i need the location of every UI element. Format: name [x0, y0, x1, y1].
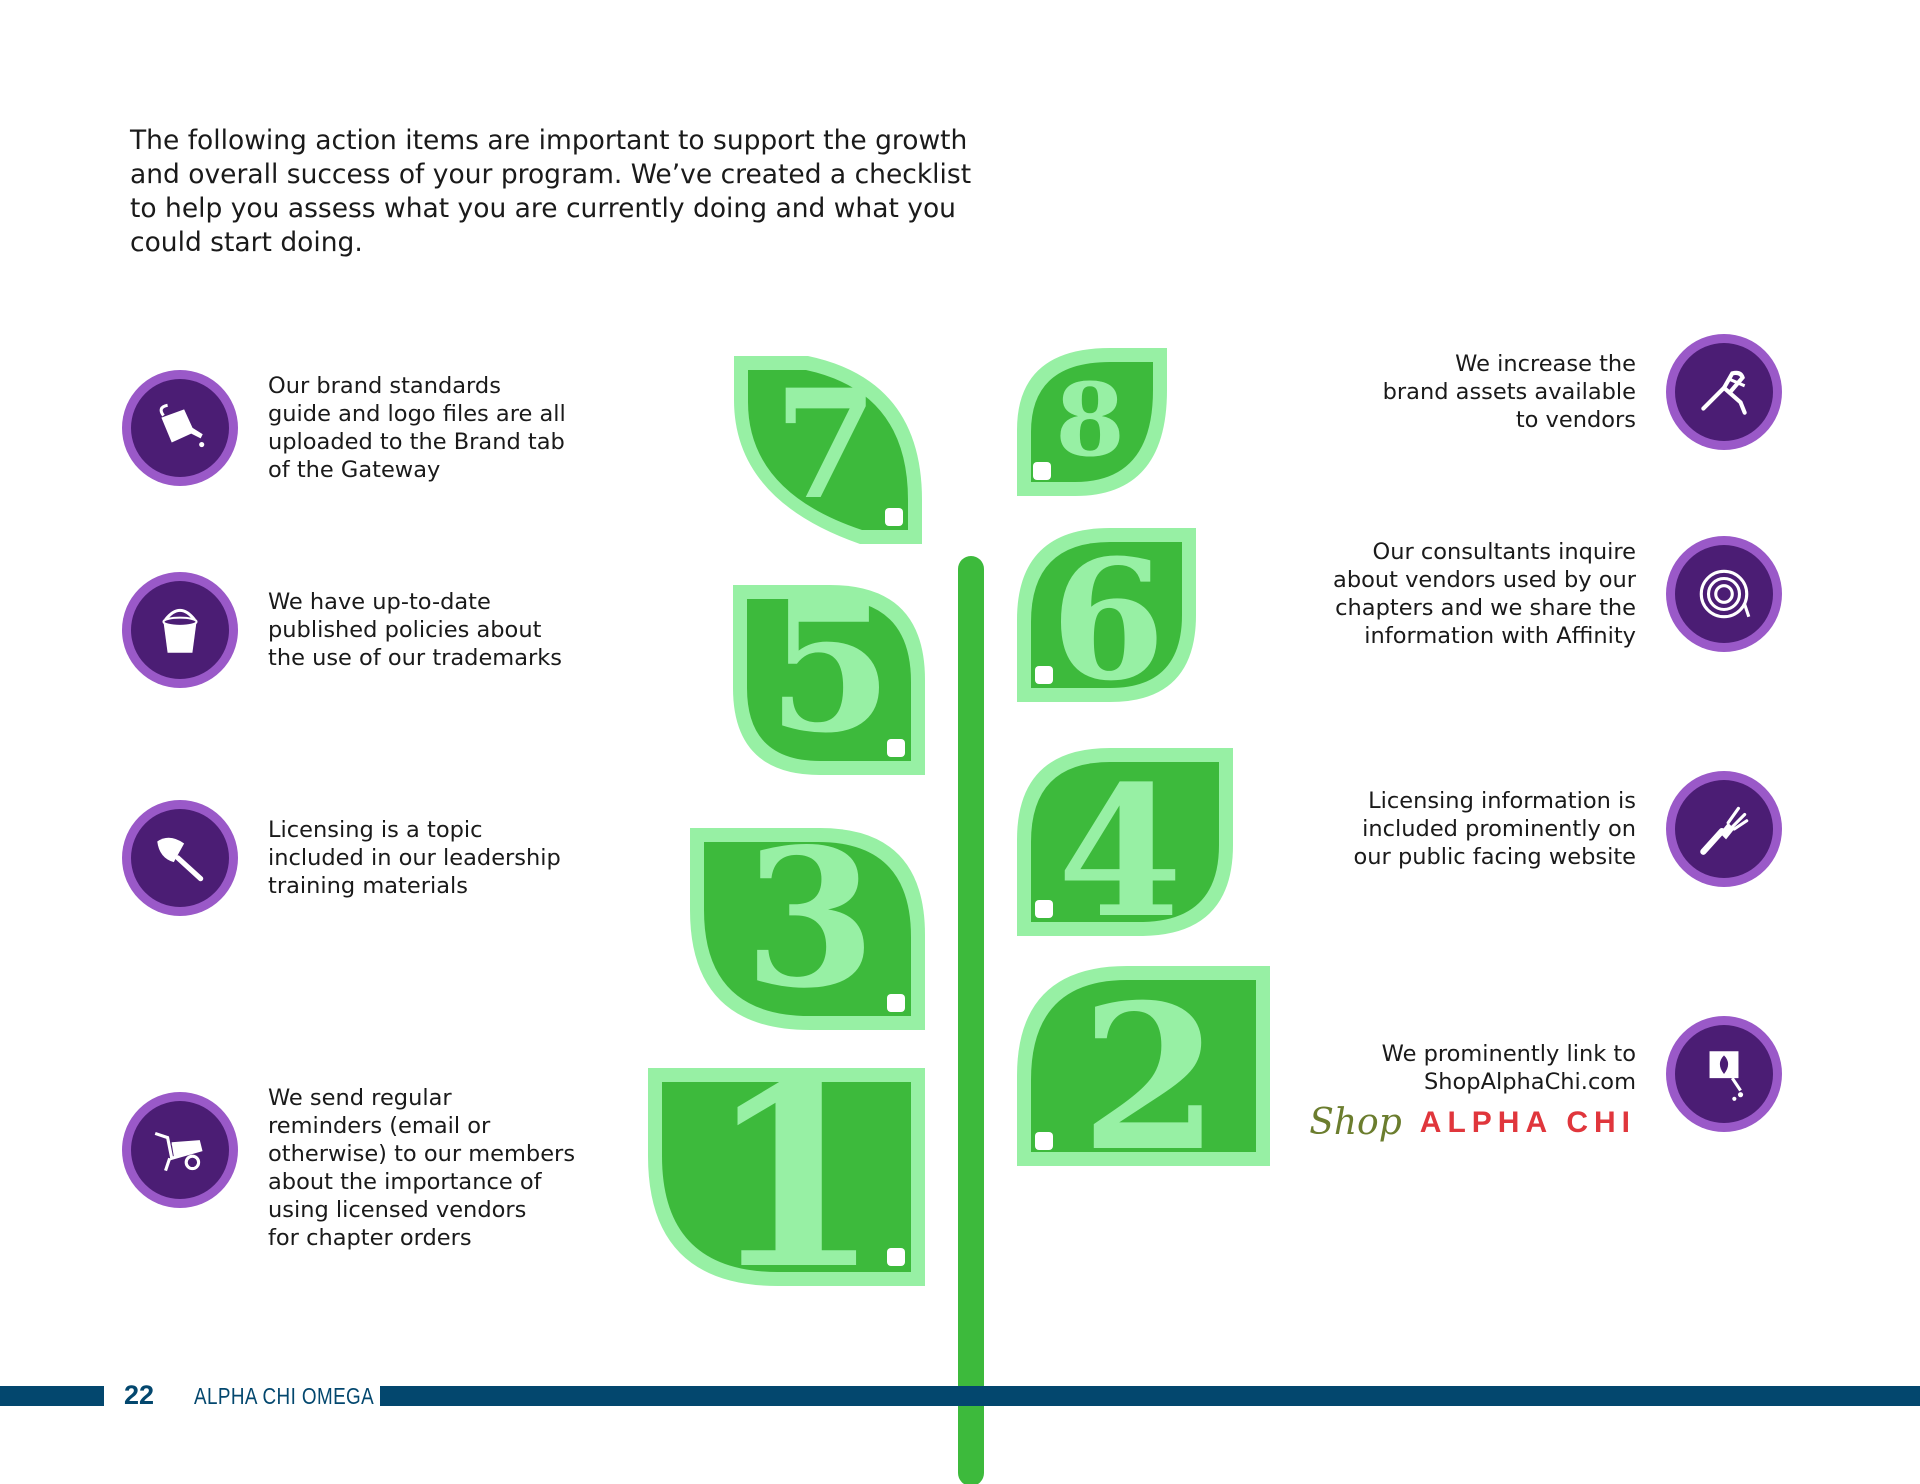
shop-alpha-chi-logo[interactable]: [1309, 1102, 1636, 1143]
leaf-4: [1017, 747, 1233, 958]
leaf-2: [1017, 961, 1270, 1196]
seed-packet-icon: [1666, 1016, 1782, 1132]
checklist-item-5: [122, 572, 562, 688]
checklist-text-2: We prominently link to ShopAlphaChi.com: [1381, 1041, 1636, 1095]
checklist-item-2: [1309, 1016, 1782, 1143]
shop-logo-brand: ALPHA CHI: [1419, 1105, 1636, 1139]
checklist-text-6: Our consultants inquire about vendors used by our chapters and we share the information with Affinity: [1333, 539, 1636, 649]
checklist-item-3: [122, 800, 561, 916]
trowel-icon: [122, 800, 238, 916]
garden-hose-icon: [1666, 536, 1782, 652]
page-number: 22: [124, 1380, 155, 1410]
checklist-item-4: [1354, 771, 1782, 887]
checklist-item-8: [1383, 334, 1782, 450]
checklist-item-1: [122, 1048, 575, 1252]
footer-bar-left: [0, 1386, 104, 1406]
tree-stem: [958, 556, 984, 1484]
leaf-number-2: 2: [1080, 961, 1220, 1196]
leaf-8: [1017, 348, 1167, 496]
leaf-number-6: 6: [1050, 523, 1166, 717]
wheelbarrow-icon: [122, 1092, 238, 1208]
checklist-text-3: Licensing is a topic included in our leadership training materials: [268, 817, 561, 899]
leaf-5: [733, 562, 925, 775]
intro-paragraph: The following action items are important to support the growth and overall success of your program. We’ve created a checklist to help you assess what you are currently doing and what you could start doing.: [130, 125, 972, 258]
checklist-text-1: We send regular reminders (email or otherwise) to our members about the importance of using licensed vendors for chapter orders: [268, 1085, 576, 1251]
leaf-3: [690, 807, 925, 1030]
leaf-number-5: 5: [767, 562, 893, 773]
leaf-number-3: 3: [743, 807, 877, 1030]
watering-can-icon: [122, 370, 238, 486]
footer-title: ALPHA CHI OMEGA: [194, 1383, 375, 1409]
bucket-icon: [122, 572, 238, 688]
checklist-text-7: Our brand standards guide and logo files are all uploaded to the Brand tab of the Gateway: [268, 373, 566, 483]
garden-fork-icon: [1666, 771, 1782, 887]
pruning-shears-icon: [1666, 334, 1782, 450]
leaf-number-7: 7: [773, 357, 879, 533]
checklist-item-6: [1333, 536, 1782, 652]
leaf-6: [1017, 523, 1196, 717]
checklist-text-8: We increase the brand assets available to vendors: [1382, 351, 1636, 433]
checklist-text-4: Licensing information is included prominently on our public facing website: [1353, 788, 1636, 870]
checklist-text-5: We have up-to-date published policies about the use of our trademarks: [268, 589, 563, 671]
footer-bar-right: [380, 1386, 1920, 1406]
leaf-7: [734, 356, 922, 544]
leaf-number-1: 1: [707, 1030, 881, 1324]
shop-logo-script: Shop: [1309, 1102, 1402, 1143]
leaf-1: [648, 1030, 925, 1324]
leaf-number-4: 4: [1057, 747, 1183, 958]
checklist-item-7: [122, 370, 566, 486]
leaf-number-8: 8: [1055, 361, 1125, 479]
